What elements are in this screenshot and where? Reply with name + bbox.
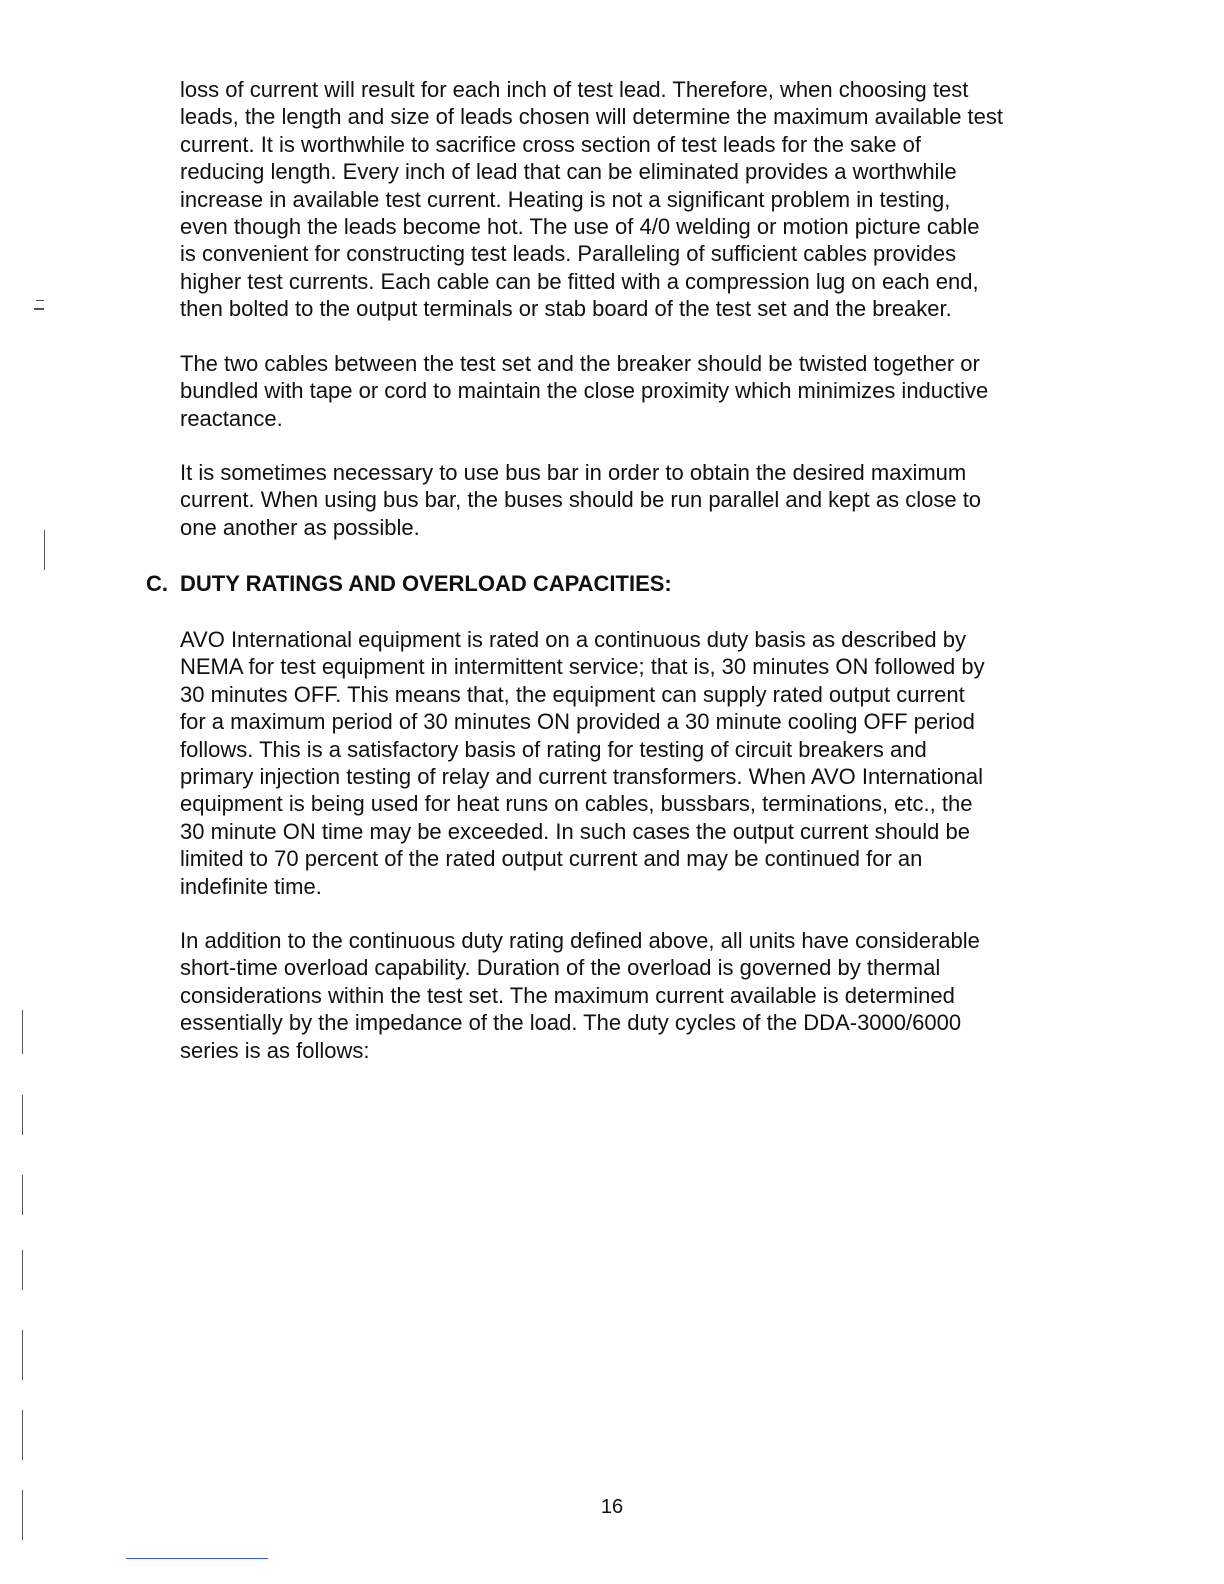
text-line: 30 minutes OFF. This means that, the equipment can supply rated output current [180, 681, 965, 707]
text-line: limited to 70 percent of the rated output current and may be continued for an [180, 846, 923, 872]
paragraph-overload-capability [180, 927, 1095, 1064]
text-line: short-time overload capability. Duration of the overload is governed by thermal [180, 955, 941, 981]
text-line: The two cables between the test set and the breaker should be twisted together or [180, 351, 980, 376]
text-line: one another as possible. [180, 514, 420, 540]
text-line: reducing length. Every inch of lead that can be eliminated provides a worthwhile [180, 159, 957, 185]
text-line: current. It is worthwhile to sacrifice cross section of test leads for the sake of [180, 131, 921, 157]
text-line: loss of current will result for each inch of test lead. Therefore, when choosing test [180, 77, 969, 102]
text-line: reactance. [180, 405, 283, 431]
text-line: higher test currents. Each cable can be fitted with a compression lug on each end, [180, 268, 979, 294]
scan-artifact-line [126, 1558, 268, 1559]
text-line: follows. This is a satisfactory basis of rating for testing of circuit breakers and [180, 736, 927, 762]
scan-artifact [22, 1250, 23, 1290]
text-line: even though the leads become hot. The use of 4/0 welding or motion picture cable [180, 214, 980, 240]
text-line: In addition to the continuous duty rating defined above, all units have considerable [180, 928, 980, 953]
text-line: NEMA for test equipment in intermittent service; that is, 30 minutes ON followed by [180, 654, 985, 680]
scan-artifact [36, 300, 44, 301]
paragraph-cable-twisting [180, 350, 1095, 432]
text-line: 30 minute ON time may be exceeded. In such cases the output current should be [180, 818, 971, 844]
scan-artifact [22, 1330, 23, 1380]
text-line: indefinite time. [180, 873, 322, 899]
section-heading [146, 570, 672, 597]
text-line: essentially by the impedance of the load. The duty cycles of the DDA-3000/6000 [180, 1010, 962, 1036]
text-line: then bolted to the output terminals or stab board of the test set and the breaker. [180, 296, 952, 322]
text-line: series is as follows: [180, 1037, 370, 1063]
section-title: DUTY RATINGS AND OVERLOAD CAPACITIES: [180, 571, 672, 596]
text-line: increase in available test current. Heating is not a significant problem in testing, [180, 186, 951, 212]
text-line: considerations within the test set. The maximum current available is determined [180, 982, 955, 1008]
paragraph-bus-bar [180, 459, 1095, 541]
scan-artifact [22, 1010, 23, 1054]
paragraph-continuous-duty [180, 626, 1095, 900]
scan-artifact [22, 1175, 23, 1215]
text-line: current. When using bus bar, the buses should be run parallel and kept as close to [180, 487, 982, 513]
section-letter: C. [146, 571, 168, 596]
page-number: 16 [600, 1496, 624, 1518]
paragraph-test-leads [180, 76, 1095, 323]
scan-artifact [22, 1490, 23, 1540]
scan-artifact [22, 1095, 23, 1135]
scan-artifact [34, 308, 44, 310]
text-line: equipment is being used for heat runs on cables, bussbars, terminations, etc., the [180, 791, 973, 817]
text-line: leads, the length and size of leads chosen will determine the maximum available test [180, 104, 1004, 130]
text-line: is convenient for constructing test leads. Paralleling of sufficient cables provides [180, 241, 957, 267]
text-line: It is sometimes necessary to use bus bar in order to obtain the desired maximum [180, 460, 967, 485]
text-line: for a maximum period of 30 minutes ON provided a 30 minute cooling OFF period [180, 709, 975, 735]
scan-artifact [22, 1410, 23, 1460]
text-line: AVO International equipment is rated on a continuous duty basis as described by [180, 627, 966, 652]
scan-artifact [44, 530, 45, 570]
text-line: bundled with tape or cord to maintain the close proximity which minimizes inductive [180, 378, 989, 404]
text-line: primary injection testing of relay and current transformers. When AVO International [180, 764, 983, 790]
